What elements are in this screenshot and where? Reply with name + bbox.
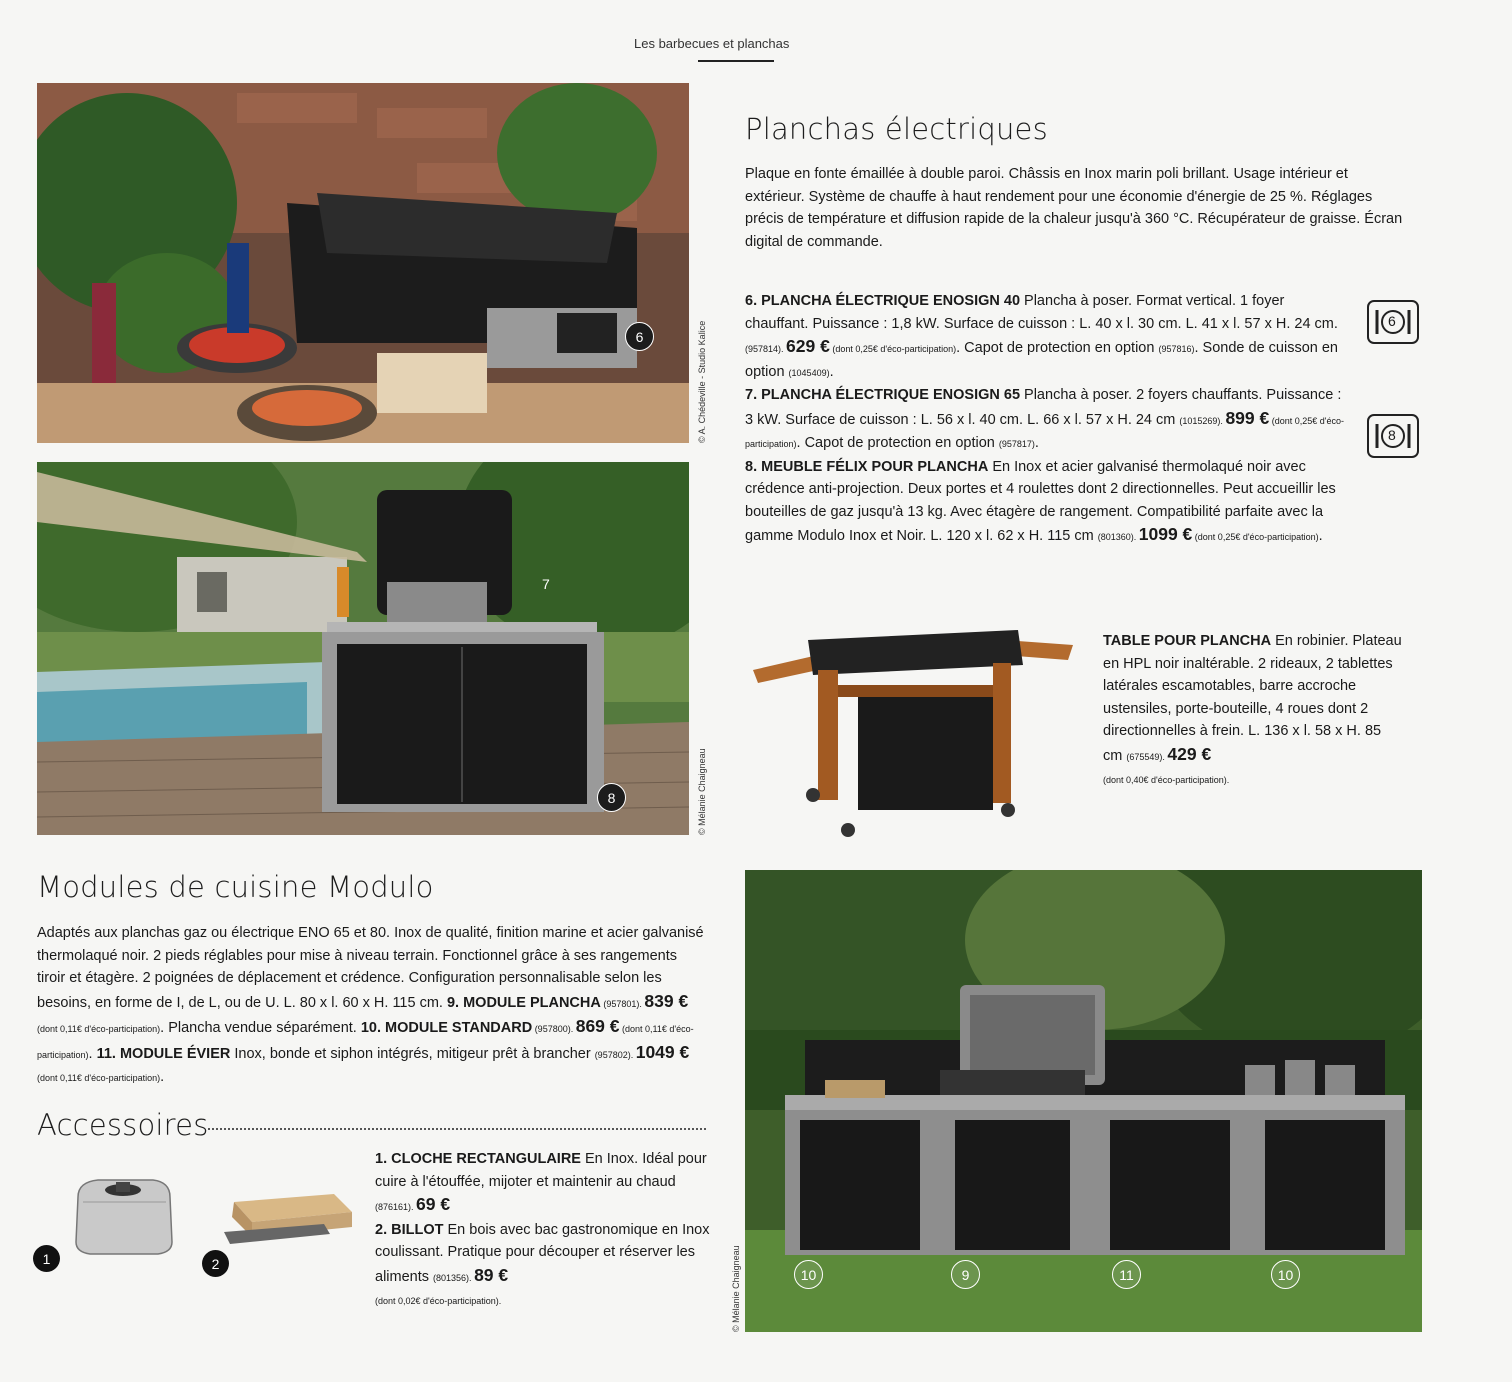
badge-6: 6	[625, 322, 654, 351]
price-629: 629 €	[786, 336, 830, 356]
billot-image	[214, 1192, 354, 1252]
module-10-name: 10. MODULE STANDARD	[360, 1020, 533, 1036]
modulo-title: Modules de cuisine Modulo	[37, 870, 434, 904]
badge-9: 9	[951, 1260, 980, 1289]
item-6-name: 6. PLANCHA ÉLECTRIQUE ENOSIGN 40	[745, 293, 1021, 309]
table-plancha-image	[748, 625, 1078, 840]
plate-icon-8-number: 8	[1388, 427, 1396, 443]
accessoire-2-name: 2. BILLOT	[375, 1221, 444, 1238]
photo-plancha-enosign-40	[37, 83, 689, 443]
planchas-items	[745, 290, 1345, 549]
accessoires-title: Accessoires	[37, 1108, 209, 1142]
price-869: 869 €	[575, 1016, 620, 1036]
badge-8: 8	[597, 783, 626, 812]
photo-meuble-felix	[37, 462, 689, 835]
item-8: 8. MEUBLE FÉLIX POUR PLANCHA En Inox et acier galvanisé thermolaqué noir avec crédence anti-projection. Deux portes et 4 roulettes dont 2 directionnelles. Peut accueillir les bouteilles de gaz jusqu'à 13 kg. Avec étagère de rangement. Compatibilité parfaite avec la gamme Modulo Inox et Noir. L. 120 x l. 62 x H. 115 cm (801360). 1099 € (dont 0,25€ d'éco-participation).	[745, 458, 1336, 544]
modulo-text: Adaptés aux planchas gaz ou électrique ENO 65 et 80. Inox de qualité, finition marine et acier galvanisé thermolaqué noir. 2 pieds réglables pour mise à niveau terrain. Fonctionnel grâce à ses rangements tiroir et étagère. 2 poignées de déplacement et crédence. Configuration personnalisable selon les besoins, en forme de I, de L, ou de U. L. 80 x l. 60 x H. 115 cm. 9. MODULE PLANCHA (957801). 839 € (dont 0,11€ d'éco-participation). Plancha vendue séparément. 10. MODULE STANDARD (957800). 869 € (dont 0,11€ d'éco-participation). 11. MODULE ÉVIER Inox, bonde et siphon intégrés, mitigeur prêt à brancher (957802). 1049 € (dont 0,11€ d'éco-participation).	[37, 925, 704, 1085]
photo-credit-8: © Mélanie Chaigneau	[697, 748, 707, 835]
accessoire-1-name: 1. CLOCHE RECTANGULAIRE	[375, 1151, 581, 1167]
item-7: 7. PLANCHA ÉLECTRIQUE ENOSIGN 65 Plancha à poser. 2 foyers chauffants. Puissance : 3 kW. Surface de cuisson : L. 56 x l. 40 cm. L. 66 x l. 57 x H. 24 cm (1015269). 899 € (dont 0,25€ d'éco-participation). Capot de protection en option (957817).	[745, 387, 1345, 451]
plate-icon-6-number: 6	[1388, 313, 1396, 329]
badge-10-left: 10	[794, 1260, 823, 1289]
accessoires-dotted-rule	[208, 1128, 706, 1130]
header-rule	[698, 60, 774, 62]
module-9-name: 9. MODULE PLANCHA	[446, 994, 601, 1011]
item-7-name: 7. PLANCHA ÉLECTRIQUE ENOSIGN 65	[745, 387, 1021, 403]
table-plancha-name: TABLE POUR PLANCHA	[1103, 633, 1272, 649]
badge-accessoire-2: 2	[202, 1250, 229, 1277]
badge-10-right: 10	[1271, 1260, 1300, 1289]
cloche-image	[68, 1172, 180, 1257]
accessoire-2: 2. BILLOT En bois avec bac gastronomique en Inox coulissant. Pratique pour découper et réserver les aliments (801356). 89 € (dont 0,02€ d'éco-participation).	[375, 1221, 710, 1306]
price-839: 839 €	[644, 990, 689, 1011]
price-1049: 1049 €	[635, 1041, 690, 1062]
label-7: 7	[542, 576, 550, 592]
table-plancha-desc: TABLE POUR PLANCHA En robinier. Plateau en HPL noir inaltérable. 2 rideaux, 2 tablettes latérales escamotables, barre accroche ustensiles, porte-bouteille, 4 roues dont 2 directionnelles à frein. L. 136 x l. 58 x H. 85 cm (675549). 429 € (dont 0,40€ d'éco-participation).	[1103, 633, 1402, 785]
accessoires-text	[375, 1148, 715, 1313]
photo-modules-modulo	[745, 870, 1422, 1332]
section-header: Les barbecues et planchas	[634, 36, 790, 51]
badge-accessoire-1: 1	[33, 1245, 60, 1272]
photo-credit-6: © A. Chédeville - Studio Kalice	[697, 320, 707, 443]
price-89: 89 €	[474, 1264, 509, 1285]
price-69: 69 €	[416, 1194, 451, 1214]
price-1099: 1099 €	[1138, 524, 1193, 544]
price-429: 429 €	[1167, 743, 1212, 764]
planchas-title: Planchas électriques	[745, 112, 1048, 146]
price-899: 899 €	[1225, 407, 1270, 428]
item-6: 6. PLANCHA ÉLECTRIQUE ENOSIGN 40 Plancha à poser. Format vertical. 1 foyer chauffant. Puissance : 1,8 kW. Surface de cuisson : L. 40 x l. 30 cm. L. 41 x l. 57 x H. 24 cm. (957814). 629 € (dont 0,25€ d'éco-participation). Capot de protection en option (957816). Sonde de cuisson en option (1045409).	[745, 293, 1338, 380]
accessoire-1: 1. CLOCHE RECTANGULAIRE En Inox. Idéal pour cuire à l'étouffée, mijoter et maintenir au chaud (876161). 69 €	[375, 1151, 707, 1214]
planchas-intro: Plaque en fonte émaillée à double paroi. Châssis en Inox marin poli brillant. Usage intérieur et extérieur. Système de chauffe à haut rendement pour une économie d'énergie de 25 %. Réglages précis de température et diffusion rapide de la chaleur jusqu'à 360 °C. Récupérateur de graisse. Écran digital de commande.	[745, 166, 1403, 250]
item-8-name: 8. MEUBLE FÉLIX POUR PLANCHA	[745, 458, 989, 475]
module-11-name: 11. MODULE ÉVIER	[96, 1045, 231, 1062]
photo-credit-modules: © Mélanie Chaigneau	[731, 1245, 741, 1332]
badge-11: 11	[1112, 1260, 1141, 1289]
